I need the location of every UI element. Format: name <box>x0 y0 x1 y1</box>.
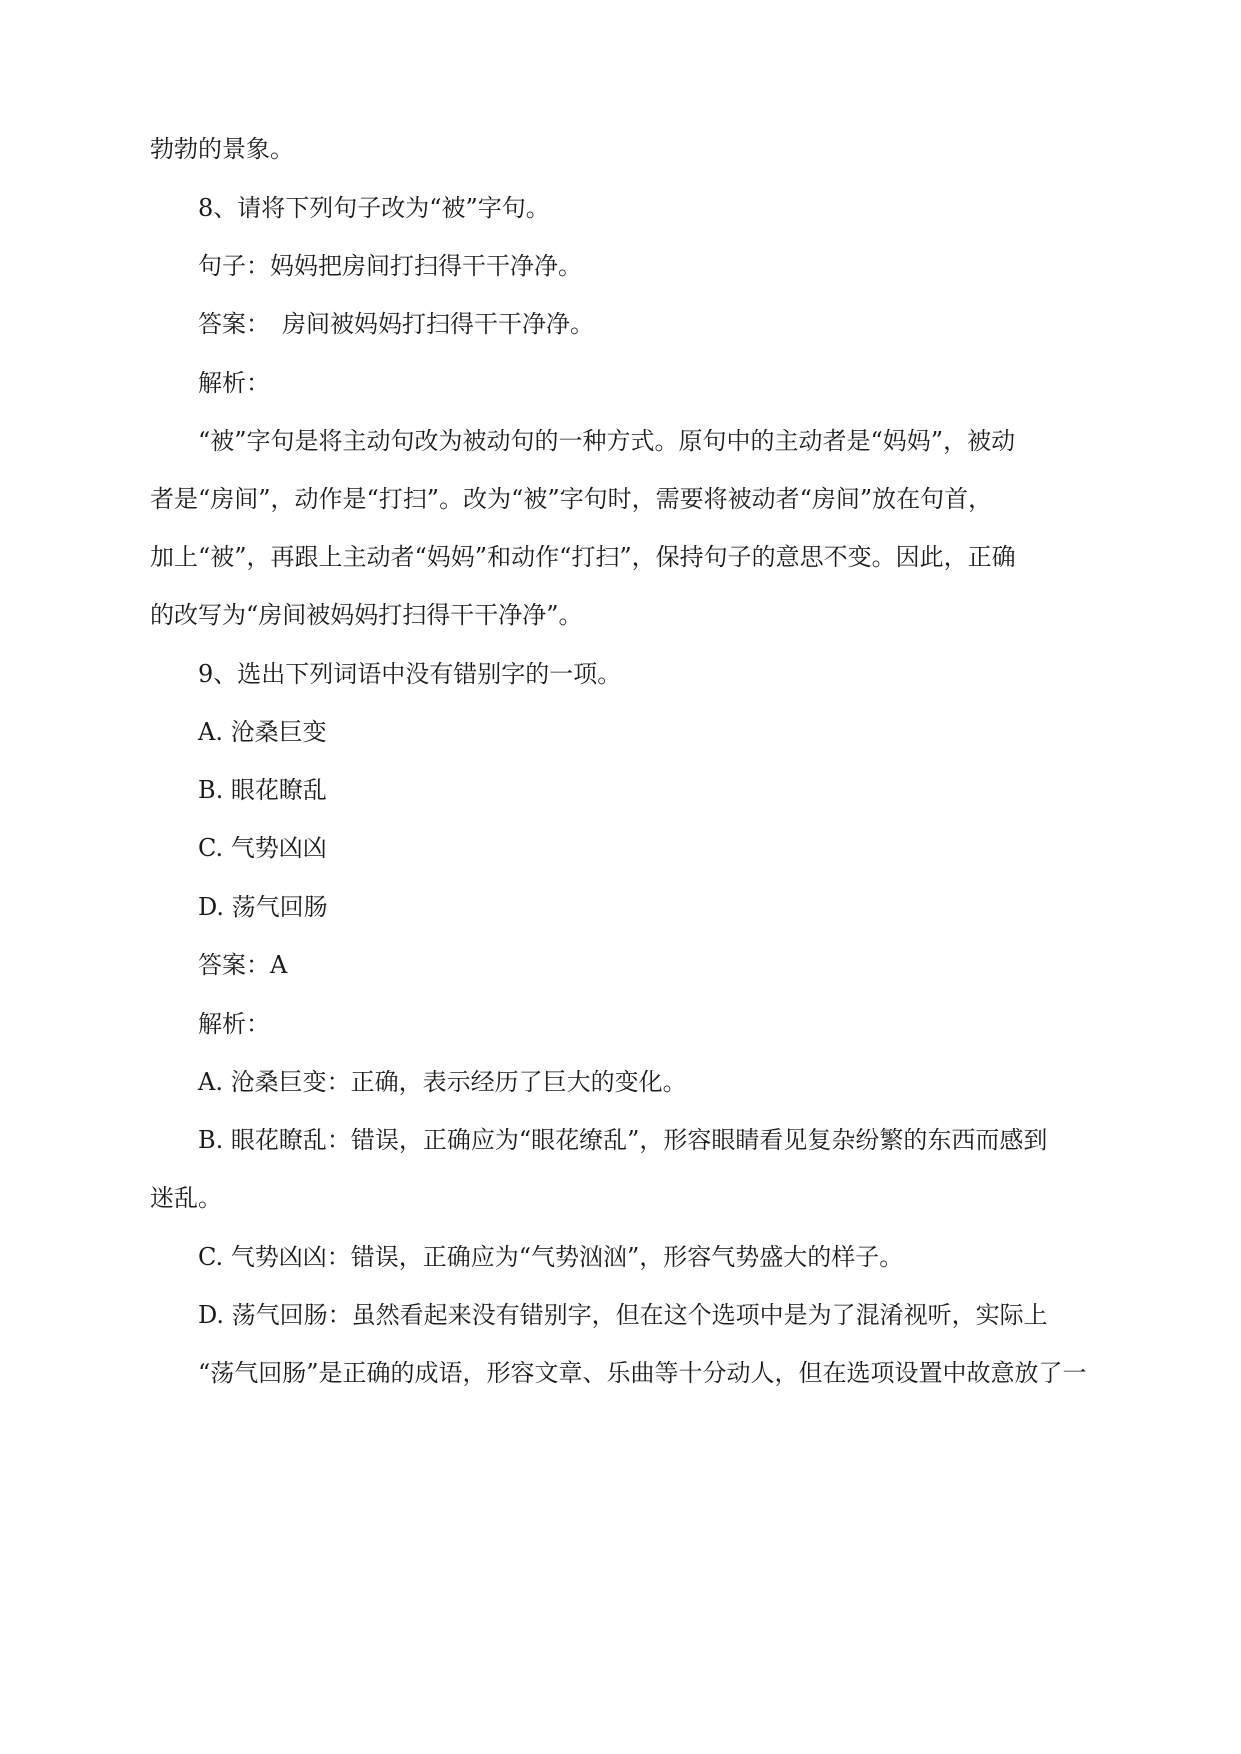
question-9-analysis-c: C. 气势凶凶：错误，正确应为“气势汹汹”，形容气势盛大的样子。 <box>198 1243 904 1271</box>
question-8-analysis-text: 加上“被”，再跟上主动者“妈妈”和动作“打扫”，保持句子的意思不变。因此，正确 <box>150 543 1016 571</box>
question-8-analysis-text: 的改写为“房间被妈妈打扫得干干净净”。 <box>150 601 583 629</box>
question-9-option-b: B. 眼花瞭乱 <box>198 776 327 804</box>
question-9-heading: 9、选出下列词语中没有错别字的一项。 <box>198 660 622 688</box>
question-9-analysis-a: A. 沧桑巨变：正确，表示经历了巨大的变化。 <box>198 1068 687 1096</box>
question-8-heading: 8、请将下列句子改为“被”字句。 <box>198 194 550 222</box>
question-8-analysis-label: 解析： <box>198 369 270 397</box>
question-8-analysis-text: “被”字句是将主动句改为被动句的一种方式。原句中的主动者是“妈妈”，被动 <box>198 427 1016 455</box>
question-9-analysis-d: D. 荡气回肠：虽然看起来没有错别字，但在这个选项中是为了混淆视听，实际上 <box>198 1301 1048 1329</box>
question-8-analysis-text: 者是“房间”，动作是“打扫”。改为“被”字句时，需要将被动者“房间”放在句首， <box>150 485 993 513</box>
question-9-answer: 答案：A <box>198 951 288 979</box>
question-9-analysis-b: B. 眼花瞭乱：错误，正确应为“眼花缭乱”，形容眼睛看见复杂纷繁的东西而感到 <box>198 1126 1048 1154</box>
question-9-option-d: D. 荡气回肠 <box>198 893 328 921</box>
question-9-option-c: C. 气势凶凶 <box>198 834 327 862</box>
text-line: 勃勃的景象。 <box>150 135 294 163</box>
question-8-answer: 答案： 房间被妈妈打扫得干干净净。 <box>198 310 594 338</box>
question-8-sentence: 句子：妈妈把房间打扫得干干净净。 <box>198 252 582 280</box>
question-9-analysis-b: 迷乱。 <box>150 1184 222 1212</box>
question-9-analysis-d: “荡气回肠”是正确的成语，形容文章、乐曲等十分动人，但在选项设置中故意放了一 <box>198 1359 1087 1387</box>
question-9-option-a: A. 沧桑巨变 <box>198 718 327 746</box>
question-9-analysis-label: 解析： <box>198 1010 270 1038</box>
